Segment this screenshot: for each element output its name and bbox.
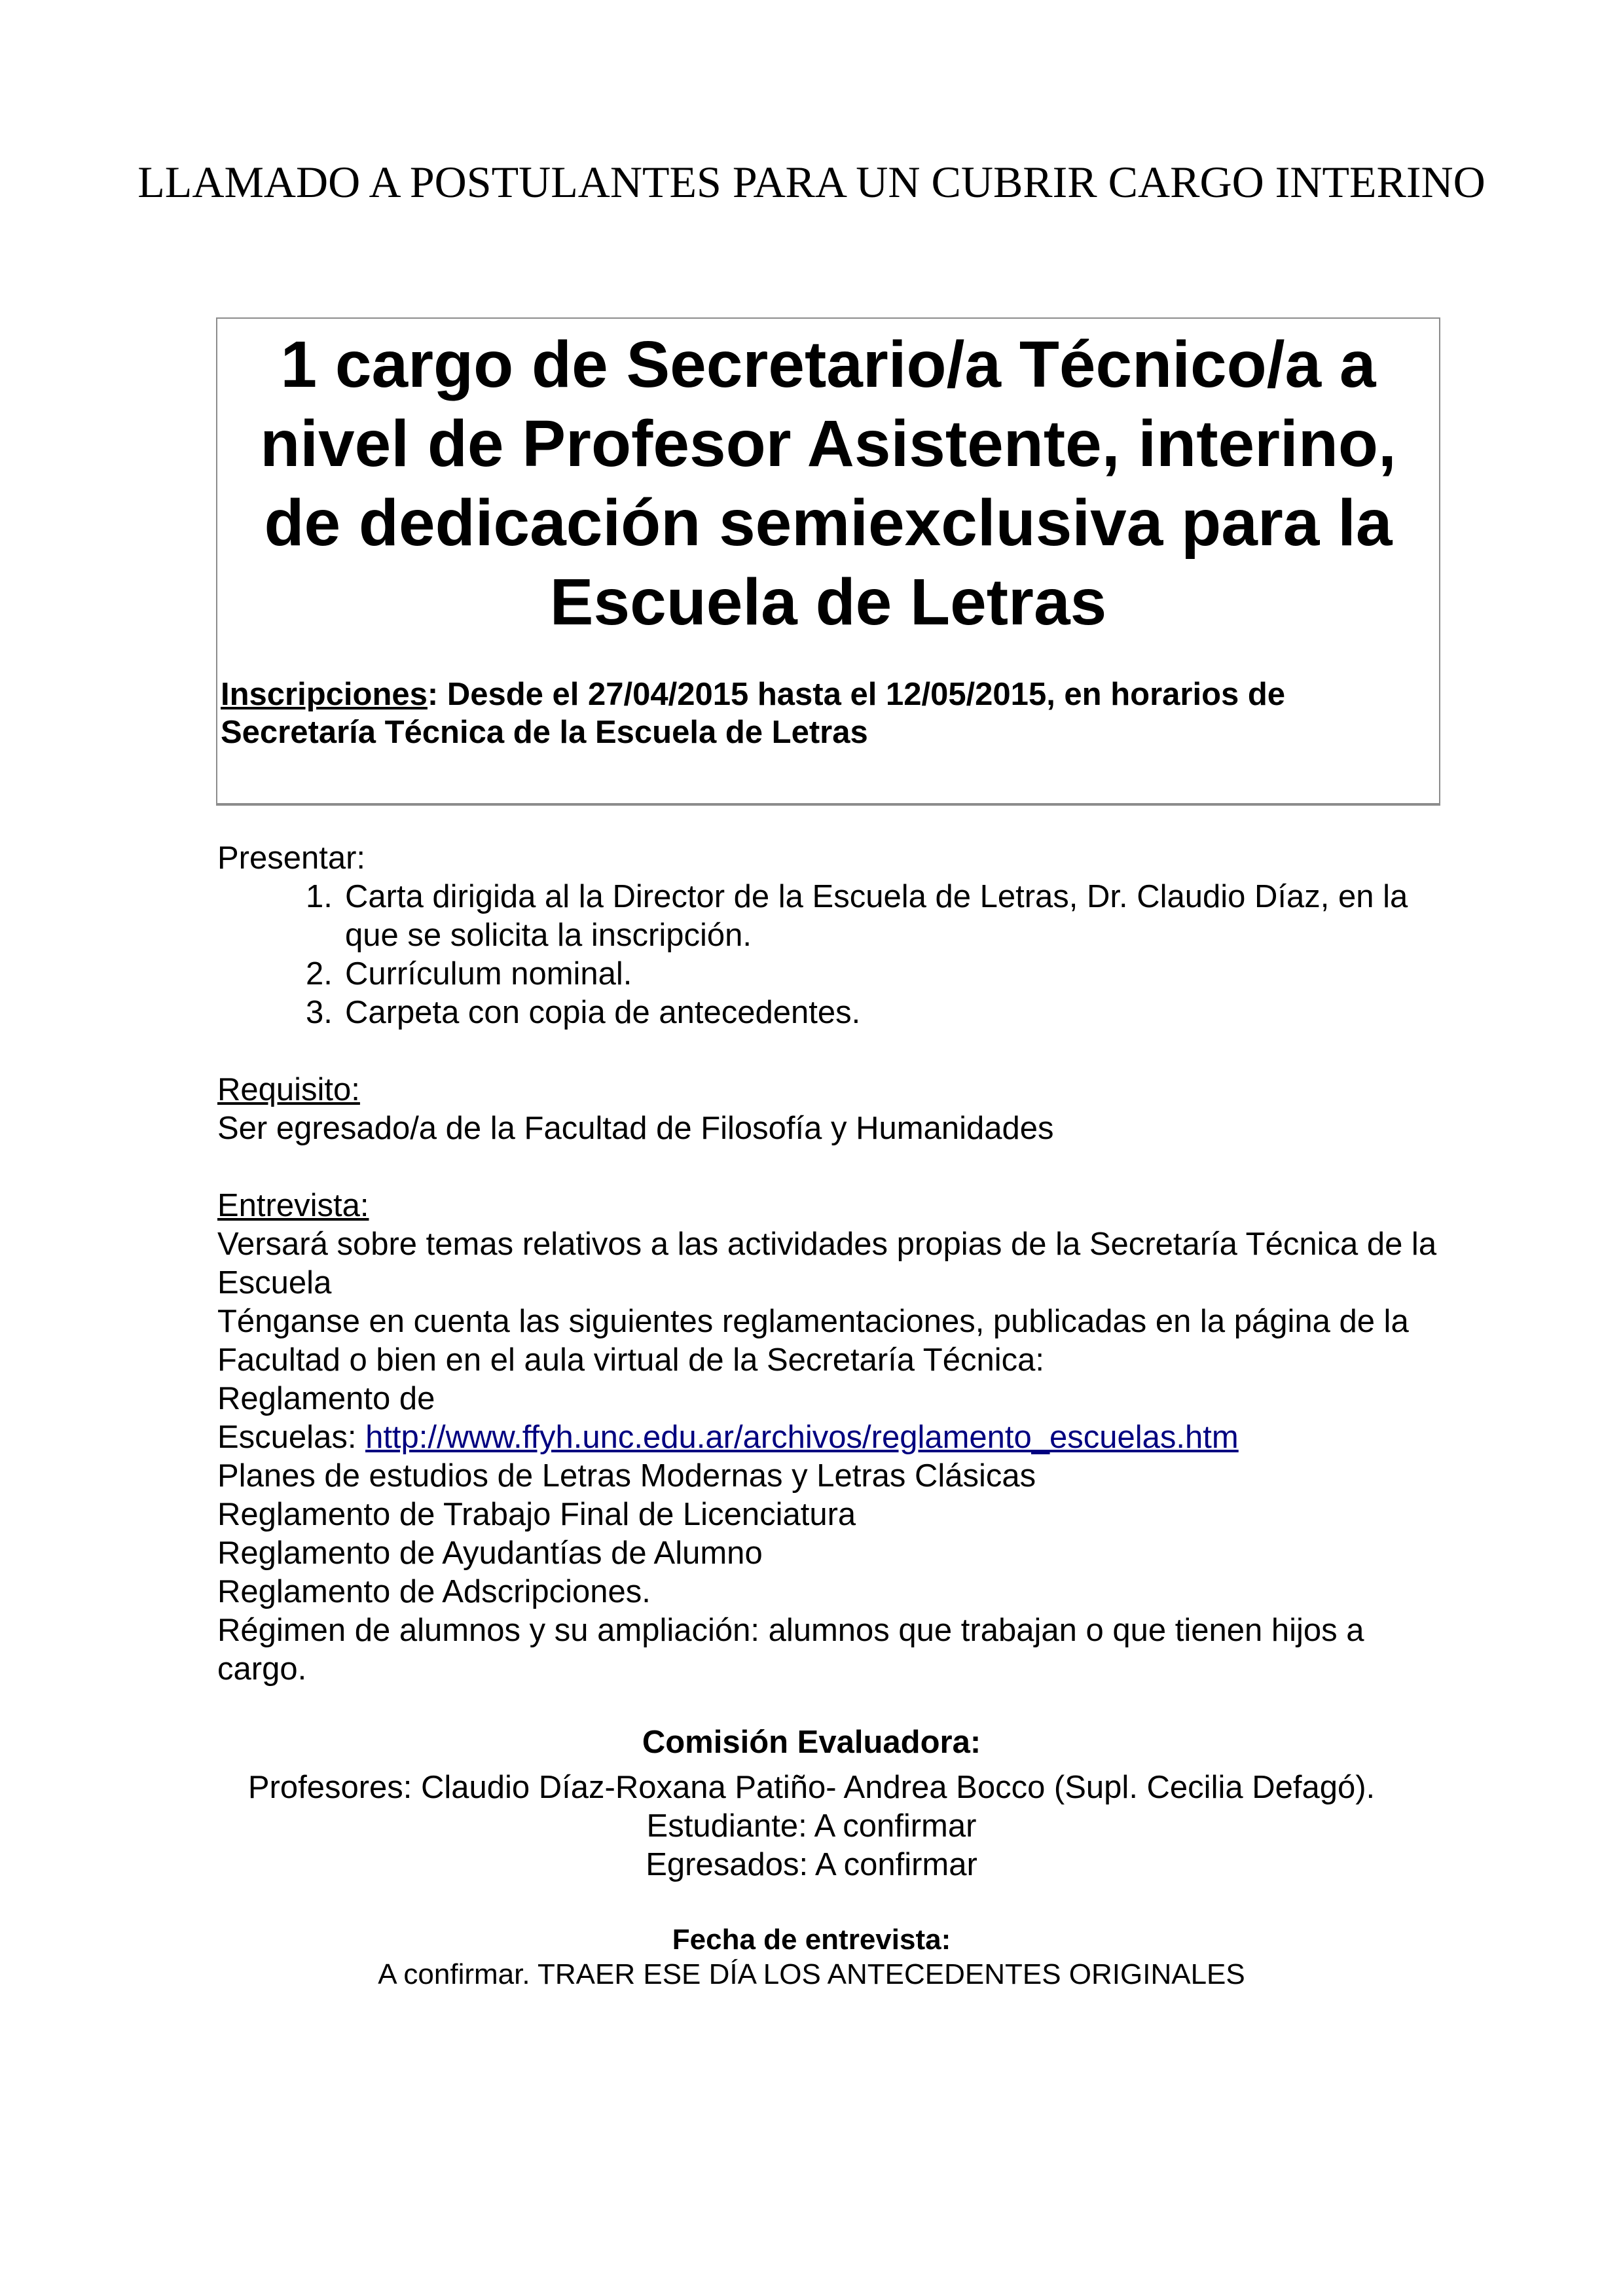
presentar-label: Presentar: [217,840,366,876]
fecha-heading: Fecha de entrevista: [672,1924,951,1956]
position-box [216,317,1440,806]
body-text [217,839,1448,1689]
reglamento-item: Reglamento de Trabajo Final de Licenciatura [217,1497,856,1532]
list-number: 2. [306,956,333,992]
list-item-text: Carpeta con copia de antecedentes. [345,995,861,1030]
heading-line: 1 cargo de Secretario/a Técnico/a a [280,328,1376,401]
reglamento-line: Reglamento de [217,1381,435,1416]
reglamento-prefix: Escuelas: [217,1420,366,1455]
heading-line: nivel de Profesor Asistente, interino, [260,407,1396,480]
heading-line: Escuela de Letras [549,565,1107,639]
comision-profesores: Profesores: Claudio Díaz-Roxana Patiño- Andrea Bocco (Supl. Cecilia Defagó). [247,1770,1376,1805]
reglamento-item: Reglamento de Adscripciones. [217,1574,651,1609]
list-number: 1. [306,879,333,914]
fecha-section [131,1922,1492,1992]
comision-section [131,1723,1492,1884]
reglamento-escuelas-line [217,1418,1448,1457]
requisito-text: Ser egresado/a de la Facultad de Filosofía y Humanidades [217,1111,1054,1146]
position-heading [217,325,1439,642]
comision-egresados: Egresados: A confirmar [646,1847,977,1882]
comision-heading: Comisión Evaluadora: [642,1725,981,1760]
heading-line: de dedicación semiexclusiva para la [264,486,1393,560]
entrevista-paragraph: Ténganse en cuenta las siguientes reglamentaciones, publicadas en la página de la Facultad o bien en el aula virtual de la Secretaría Técnica: [217,1304,1409,1378]
entrevista-label: Entrevista: [217,1188,369,1223]
comision-estudiante: Estudiante: A confirmar [646,1808,977,1844]
entrevista-paragraph: Versará sobre temas relativos a las actividades propias de la Secretaría Técnica de la Escuela [217,1227,1437,1300]
reglamento-item: Reglamento de Ayudantías de Alumno [217,1535,763,1571]
list-item-text: Currículum nominal. [345,956,632,992]
inscripciones-paragraph [221,675,1432,751]
list-item [217,994,1448,1032]
inscripciones-label: Inscripciones [221,677,428,712]
requisito-label: Requisito: [217,1072,360,1107]
list-item [217,878,1448,955]
list-item-text: Carta dirigida al la Director de la Escuela de Letras, Dr. Claudio Díaz, en la que se solicita la inscripción. [345,879,1408,953]
page-title: LLAMADO A POSTULANTES PARA UN CUBRIR CARGO INTERINO [137,157,1486,207]
list-number: 3. [306,995,333,1030]
reglamento-item: Régimen de alumnos y su ampliación: alumnos que trabajan o que tienen hijos a cargo. [217,1613,1364,1687]
reglamento-escuelas-link[interactable]: http://www.ffyh.unc.edu.ar/archivos/reglamento_escuelas.htm [365,1420,1239,1455]
reglamento-item: Planes de estudios de Letras Modernas y Letras Clásicas [217,1458,1036,1494]
inscripciones-text: : Desde el 27/04/2015 hasta el 12/05/2015, en horarios de Secretaría Técnica de la Escuela de Letras [221,677,1286,750]
list-item [217,955,1448,994]
fecha-text: A confirmar. TRAER ESE DÍA LOS ANTECEDENTES ORIGINALES [378,1958,1245,1990]
presentar-list [217,878,1448,1032]
